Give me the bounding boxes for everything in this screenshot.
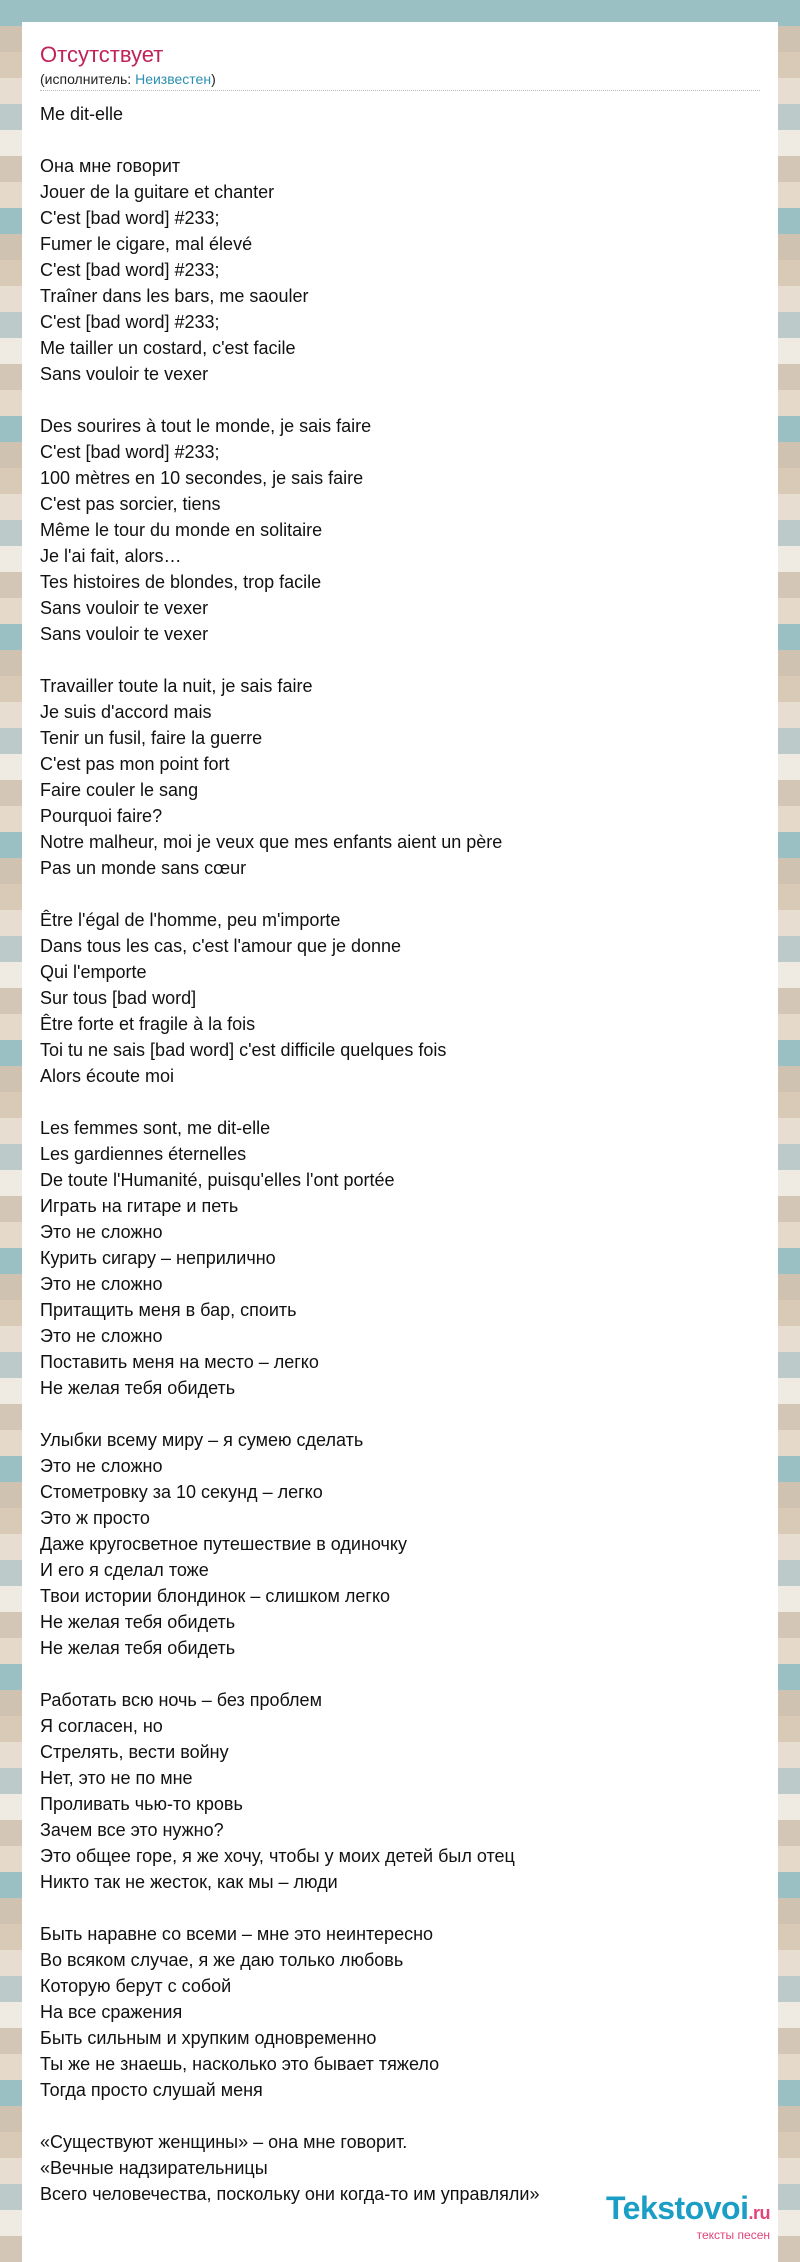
lyrics-line: Travailler toute la nuit, je sais faire — [40, 676, 313, 696]
lyrics-stanza — [40, 101, 760, 127]
lyrics-body — [40, 101, 760, 2207]
lyrics-line: Быть сильным и хрупким одновременно — [40, 2028, 377, 2048]
lyrics-line: Это не сложно — [40, 1326, 163, 1346]
lyrics-line: И его я сделал тоже — [40, 1560, 209, 1580]
lyrics-line: Это не сложно — [40, 1222, 163, 1242]
logo-subtitle: тексты песен — [696, 2228, 770, 2242]
lyrics-line: Курить сигару – неприлично — [40, 1248, 276, 1268]
lyrics-line: Pourquoi faire? — [40, 806, 163, 826]
lyrics-stanza — [40, 413, 760, 647]
lyrics-line: Это не сложно — [40, 1456, 163, 1476]
lyrics-line: Qui l'emporte — [40, 962, 147, 982]
song-title: Отсутствует — [40, 42, 164, 67]
lyrics-line: Les femmes sont, me dit-elle — [40, 1118, 271, 1138]
lyrics-line: Зачем все это нужно? — [40, 1820, 224, 1840]
lyrics-line: Faire couler le sang — [40, 780, 199, 800]
lyrics-line: Это не сложно — [40, 1274, 163, 1294]
lyrics-stanza — [40, 1687, 760, 1895]
lyrics-line: Sans vouloir te vexer — [40, 364, 209, 384]
lyrics-line: C'est [bad word] #233; — [40, 208, 220, 228]
lyrics-line: Тогда просто слушай меня — [40, 2080, 263, 2100]
lyrics-line: Не желая тебя обидеть — [40, 1638, 236, 1658]
lyrics-line: Me dit-elle — [40, 104, 124, 124]
lyrics-line: Быть наравне со всеми – мне это неинтересно — [40, 1924, 434, 1944]
lyrics-line: Никто так не жесток, как мы – люди — [40, 1872, 338, 1892]
lyrics-line: Notre malheur, moi je veux que mes enfants aient un père — [40, 832, 503, 852]
lyrics-stanza — [40, 1921, 760, 2103]
lyrics-stanza — [40, 1115, 760, 1401]
lyrics-line: Alors écoute moi — [40, 1066, 175, 1086]
lyrics-line: Это общее горе, я же хочу, чтобы у моих детей был отец — [40, 1846, 515, 1866]
lyrics-line: Улыбки всему миру – я сумею сделать — [40, 1430, 364, 1450]
lyrics-line: «Вечные надзирательницы — [40, 2158, 268, 2178]
lyrics-line: Она мне говорит — [40, 156, 181, 176]
lyrics-stanza — [40, 907, 760, 1089]
lyrics-line: Sans vouloir te vexer — [40, 598, 209, 618]
lyrics-card — [22, 22, 778, 2262]
logo-tld-text: .ru — [748, 2203, 770, 2223]
lyrics-line: De toute l'Humanité, puisqu'elles l'ont portée — [40, 1170, 395, 1190]
lyrics-line: 100 mètres en 10 secondes, je sais faire — [40, 468, 364, 488]
lyrics-line: Твои истории блондинок – слишком легко — [40, 1586, 391, 1606]
lyrics-line: Je suis d'accord mais — [40, 702, 212, 722]
lyrics-line: Которую берут с собой — [40, 1976, 232, 1996]
lyrics-line: Это ж просто — [40, 1508, 150, 1528]
lyrics-line: Стрелять, вести войну — [40, 1742, 229, 1762]
lyrics-line: C'est [bad word] #233; — [40, 442, 220, 462]
lyrics-stanza — [40, 673, 760, 881]
lyrics-line: Даже кругосветное путешествие в одиночку — [40, 1534, 407, 1554]
lyrics-line: Sur tous [bad word] — [40, 988, 197, 1008]
lyrics-line: Tes histoires de blondes, trop facile — [40, 572, 322, 592]
lyrics-line: Fumer le cigare, mal élevé — [40, 234, 253, 254]
lyrics-line: Проливать чью-то кровь — [40, 1794, 243, 1814]
lyrics-line: Dans tous les cas, c'est l'amour que je donne — [40, 936, 402, 956]
lyrics-line: Les gardiennes éternelles — [40, 1144, 247, 1164]
lyrics-line: Нет, это не по мне — [40, 1768, 193, 1788]
lyrics-line: Поставить меня на место – легко — [40, 1352, 319, 1372]
lyrics-line: Jouer de la guitare et chanter — [40, 182, 275, 202]
lyrics-line: Même le tour du monde en solitaire — [40, 520, 323, 540]
lyrics-line: Играть на гитаре и петь — [40, 1196, 239, 1216]
lyrics-line: C'est pas mon point fort — [40, 754, 230, 774]
lyrics-line: Traîner dans les bars, me saouler — [40, 286, 309, 306]
lyrics-line: Притащить меня в бар, споить — [40, 1300, 297, 1320]
lyrics-line: Pas un monde sans cœur — [40, 858, 247, 878]
lyrics-line: Ты же не знаешь, насколько это бывает тяжело — [40, 2054, 440, 2074]
lyrics-line: «Существуют женщины» – она мне говорит. — [40, 2132, 408, 2152]
lyrics-line: Tenir un fusil, faire la guerre — [40, 728, 263, 748]
artist-line — [40, 70, 760, 91]
lyrics-line: Не желая тебя обидеть — [40, 1612, 236, 1632]
lyrics-stanza — [40, 1427, 760, 1661]
lyrics-line: Не желая тебя обидеть — [40, 1378, 236, 1398]
lyrics-line: C'est pas sorcier, tiens — [40, 494, 221, 514]
artist-prefix: (исполнитель: — [40, 71, 136, 87]
lyrics-line: C'est [bad word] #233; — [40, 260, 220, 280]
artist-link[interactable]: Неизвестен — [135, 71, 212, 87]
lyrics-line: C'est [bad word] #233; — [40, 312, 220, 332]
artist-suffix: ) — [211, 71, 216, 87]
lyrics-line: Toi tu ne sais [bad word] c'est difficile quelques fois — [40, 1040, 447, 1060]
lyrics-line: Я согласен, но — [40, 1716, 163, 1736]
site-logo[interactable] — [606, 2191, 770, 2242]
lyrics-line: Всего человечества, поскольку они когда-то им управляли» — [40, 2184, 540, 2204]
lyrics-line: Работать всю ночь – без проблем — [40, 1690, 322, 1710]
lyrics-line: Être l'égal de l'homme, peu m'importe — [40, 910, 341, 930]
lyrics-line: Être forte et fragile à la fois — [40, 1014, 256, 1034]
lyrics-line: Me tailler un costard, c'est facile — [40, 338, 296, 358]
lyrics-line: Sans vouloir te vexer — [40, 624, 209, 644]
lyrics-line: Стометровку за 10 секунд – легко — [40, 1482, 323, 1502]
lyrics-line: Des sourires à tout le monde, je sais faire — [40, 416, 372, 436]
lyrics-line: Je l'ai fait, alors… — [40, 546, 182, 566]
lyrics-line: На все сражения — [40, 2002, 183, 2022]
lyrics-line: Во всяком случае, я же даю только любовь — [40, 1950, 404, 1970]
lyrics-stanza — [40, 153, 760, 387]
logo-main-text: Tekstovoi — [605, 2190, 749, 2226]
